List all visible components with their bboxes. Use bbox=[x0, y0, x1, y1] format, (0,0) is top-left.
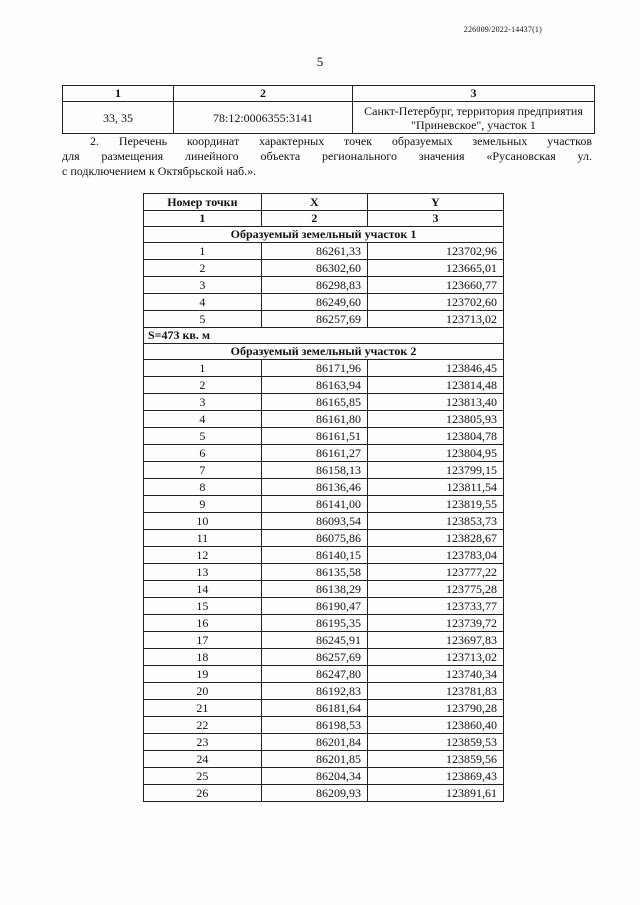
x-coordinate-cell: 86171,96 bbox=[261, 360, 367, 377]
header-x: X bbox=[261, 194, 367, 211]
y-coordinate-cell: 123828,67 bbox=[367, 530, 503, 547]
point-number-cell: 3 bbox=[144, 277, 262, 294]
y-coordinate-cell: 123859,53 bbox=[367, 734, 503, 751]
y-coordinate-cell: 123813,40 bbox=[367, 394, 503, 411]
x-coordinate-cell: 86158,13 bbox=[261, 462, 367, 479]
document-id: 226009/2022-14437(1) bbox=[463, 25, 542, 34]
point-number-cell: 8 bbox=[144, 479, 262, 496]
y-coordinate-cell: 123777,22 bbox=[367, 564, 503, 581]
coordinates-table bbox=[143, 193, 504, 802]
coordinates-paragraph bbox=[62, 134, 592, 179]
table-row bbox=[144, 700, 504, 717]
coord-index-row bbox=[144, 211, 504, 227]
point-number-cell: 7 bbox=[144, 462, 262, 479]
x-coordinate-cell: 86163,94 bbox=[261, 377, 367, 394]
y-coordinate-cell: 123665,01 bbox=[367, 260, 503, 277]
location-line: "Приневское", участок 1 bbox=[411, 117, 536, 132]
section-title-row bbox=[144, 344, 504, 360]
point-number-cell: 11 bbox=[144, 530, 262, 547]
table-row bbox=[144, 649, 504, 666]
y-coordinate-cell: 123799,15 bbox=[367, 462, 503, 479]
table-row bbox=[144, 513, 504, 530]
table-row bbox=[144, 377, 504, 394]
y-coordinate-cell: 123811,54 bbox=[367, 479, 503, 496]
y-coordinate-cell: 123713,02 bbox=[367, 311, 503, 328]
y-coordinate-cell: 123702,96 bbox=[367, 243, 503, 260]
index-cell: 2 bbox=[261, 211, 367, 227]
point-number-cell: 2 bbox=[144, 260, 262, 277]
point-number-cell: 13 bbox=[144, 564, 262, 581]
y-coordinate-cell: 123853,73 bbox=[367, 513, 503, 530]
y-coordinate-cell: 123814,48 bbox=[367, 377, 503, 394]
y-coordinate-cell: 123859,56 bbox=[367, 751, 503, 768]
x-coordinate-cell: 86181,64 bbox=[261, 700, 367, 717]
table-row bbox=[144, 445, 504, 462]
point-number-cell: 26 bbox=[144, 785, 262, 802]
table-row bbox=[144, 598, 504, 615]
y-coordinate-cell: 123860,40 bbox=[367, 717, 503, 734]
y-coordinate-cell: 123775,28 bbox=[367, 581, 503, 598]
location-line: Санкт-Петербург, территория предприятия bbox=[364, 103, 583, 118]
location-cell bbox=[353, 102, 595, 134]
x-coordinate-cell: 86257,69 bbox=[261, 311, 367, 328]
point-number-cell: 18 bbox=[144, 649, 262, 666]
point-number-cell: 14 bbox=[144, 581, 262, 598]
table-row bbox=[144, 581, 504, 598]
plot-info-table bbox=[62, 85, 595, 134]
paragraph-line: с подключением к Октябрьской наб.». bbox=[62, 164, 257, 178]
table-row bbox=[144, 360, 504, 377]
point-number-cell: 5 bbox=[144, 311, 262, 328]
x-coordinate-cell: 86075,86 bbox=[261, 530, 367, 547]
point-number-cell: 4 bbox=[144, 411, 262, 428]
table-row bbox=[144, 666, 504, 683]
header-point-number: Номер точки bbox=[144, 194, 262, 211]
table-row bbox=[144, 260, 504, 277]
x-coordinate-cell: 86298,83 bbox=[261, 277, 367, 294]
point-number-cell: 3 bbox=[144, 394, 262, 411]
table-row bbox=[144, 496, 504, 513]
cadastral-number-cell: 78:12:0006355:3141 bbox=[174, 102, 353, 134]
x-coordinate-cell: 86138,29 bbox=[261, 581, 367, 598]
table-row bbox=[144, 734, 504, 751]
y-coordinate-cell: 123804,78 bbox=[367, 428, 503, 445]
x-coordinate-cell: 86209,93 bbox=[261, 785, 367, 802]
point-number-cell: 24 bbox=[144, 751, 262, 768]
table-row bbox=[144, 717, 504, 734]
x-coordinate-cell: 86201,84 bbox=[261, 734, 367, 751]
y-coordinate-cell: 123697,83 bbox=[367, 632, 503, 649]
point-number-cell: 23 bbox=[144, 734, 262, 751]
x-coordinate-cell: 86093,54 bbox=[261, 513, 367, 530]
y-coordinate-cell: 123805,93 bbox=[367, 411, 503, 428]
y-coordinate-cell: 123733,77 bbox=[367, 598, 503, 615]
header-cell: 3 bbox=[353, 86, 595, 102]
y-coordinate-cell: 123846,45 bbox=[367, 360, 503, 377]
x-coordinate-cell: 86261,33 bbox=[261, 243, 367, 260]
table-row bbox=[144, 564, 504, 581]
x-coordinate-cell: 86257,69 bbox=[261, 649, 367, 666]
x-coordinate-cell: 86161,27 bbox=[261, 445, 367, 462]
x-coordinate-cell: 86190,47 bbox=[261, 598, 367, 615]
table-row bbox=[144, 768, 504, 785]
paragraph-line: для размещения линейного объекта регионального значения «Русановская ул. bbox=[62, 149, 592, 163]
coord-header-row bbox=[144, 194, 504, 211]
paragraph-line: 2. Перечень координат характерных точек образуемых земельных участков bbox=[90, 134, 592, 148]
y-coordinate-cell: 123740,34 bbox=[367, 666, 503, 683]
point-number-cell: 6 bbox=[144, 445, 262, 462]
y-coordinate-cell: 123804,95 bbox=[367, 445, 503, 462]
y-coordinate-cell: 123739,72 bbox=[367, 615, 503, 632]
table-row bbox=[144, 243, 504, 260]
table-row bbox=[144, 411, 504, 428]
x-coordinate-cell: 86165,85 bbox=[261, 394, 367, 411]
x-coordinate-cell: 86201,85 bbox=[261, 751, 367, 768]
point-number-cell: 2 bbox=[144, 377, 262, 394]
point-number-cell: 15 bbox=[144, 598, 262, 615]
x-coordinate-cell: 86204,34 bbox=[261, 768, 367, 785]
header-cell: 1 bbox=[63, 86, 174, 102]
point-number-cell: 9 bbox=[144, 496, 262, 513]
x-coordinate-cell: 86249,60 bbox=[261, 294, 367, 311]
point-number-cell: 1 bbox=[144, 243, 262, 260]
table-row bbox=[144, 751, 504, 768]
y-coordinate-cell: 123783,04 bbox=[367, 547, 503, 564]
table-row bbox=[144, 785, 504, 802]
point-number-cell: 25 bbox=[144, 768, 262, 785]
table-row bbox=[144, 394, 504, 411]
y-coordinate-cell: 123660,77 bbox=[367, 277, 503, 294]
index-cell: 1 bbox=[144, 211, 262, 227]
index-cell: 3 bbox=[367, 211, 503, 227]
point-number-cell: 17 bbox=[144, 632, 262, 649]
table-row bbox=[144, 311, 504, 328]
table-row bbox=[144, 294, 504, 311]
table-row bbox=[144, 530, 504, 547]
table-row bbox=[144, 615, 504, 632]
point-number-cell: 4 bbox=[144, 294, 262, 311]
x-coordinate-cell: 86141,00 bbox=[261, 496, 367, 513]
y-coordinate-cell: 123891,61 bbox=[367, 785, 503, 802]
y-coordinate-cell: 123869,43 bbox=[367, 768, 503, 785]
x-coordinate-cell: 86161,51 bbox=[261, 428, 367, 445]
x-coordinate-cell: 86192,83 bbox=[261, 683, 367, 700]
point-number-cell: 20 bbox=[144, 683, 262, 700]
y-coordinate-cell: 123713,02 bbox=[367, 649, 503, 666]
section-title-row bbox=[144, 227, 504, 243]
header-cell: 2 bbox=[174, 86, 353, 102]
x-coordinate-cell: 86135,58 bbox=[261, 564, 367, 581]
y-coordinate-cell: 123702,60 bbox=[367, 294, 503, 311]
points-cell: 33, 35 bbox=[63, 102, 174, 134]
point-number-cell: 16 bbox=[144, 615, 262, 632]
x-coordinate-cell: 86140,15 bbox=[261, 547, 367, 564]
point-number-cell: 5 bbox=[144, 428, 262, 445]
table-row bbox=[144, 547, 504, 564]
area-label: S=473 кв. м bbox=[144, 328, 504, 344]
table-row bbox=[144, 632, 504, 649]
point-number-cell: 10 bbox=[144, 513, 262, 530]
page-number: 5 bbox=[316, 54, 324, 69]
x-coordinate-cell: 86136,46 bbox=[261, 479, 367, 496]
y-coordinate-cell: 123790,28 bbox=[367, 700, 503, 717]
table-row bbox=[144, 683, 504, 700]
section-title: Образуемый земельный участок 1 bbox=[144, 227, 504, 243]
point-number-cell: 12 bbox=[144, 547, 262, 564]
x-coordinate-cell: 86198,53 bbox=[261, 717, 367, 734]
header-y: Y bbox=[367, 194, 503, 211]
plot-info-header-row bbox=[63, 86, 595, 102]
section-title: Образуемый земельный участок 2 bbox=[144, 344, 504, 360]
x-coordinate-cell: 86161,80 bbox=[261, 411, 367, 428]
x-coordinate-cell: 86245,91 bbox=[261, 632, 367, 649]
table-row bbox=[144, 277, 504, 294]
point-number-cell: 21 bbox=[144, 700, 262, 717]
table-row bbox=[144, 479, 504, 496]
table-row bbox=[144, 462, 504, 479]
area-label-row bbox=[144, 328, 504, 344]
x-coordinate-cell: 86195,35 bbox=[261, 615, 367, 632]
table-row bbox=[144, 428, 504, 445]
point-number-cell: 22 bbox=[144, 717, 262, 734]
x-coordinate-cell: 86247,80 bbox=[261, 666, 367, 683]
point-number-cell: 19 bbox=[144, 666, 262, 683]
plot-info-row bbox=[63, 102, 595, 134]
point-number-cell: 1 bbox=[144, 360, 262, 377]
y-coordinate-cell: 123819,55 bbox=[367, 496, 503, 513]
y-coordinate-cell: 123781,83 bbox=[367, 683, 503, 700]
x-coordinate-cell: 86302,60 bbox=[261, 260, 367, 277]
